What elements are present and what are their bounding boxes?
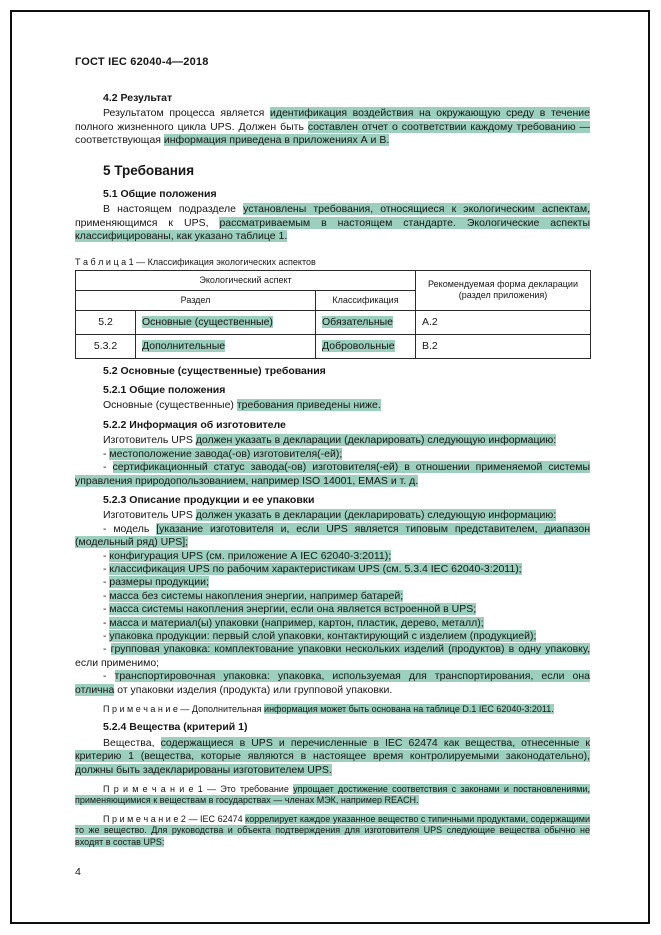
table-header-section: Раздел	[76, 290, 316, 310]
text-segment: Вещества,	[103, 736, 161, 749]
paragraph	[75, 643, 590, 670]
subsection-heading: 4.2 Результат	[103, 92, 173, 104]
highlighted-text: классификация UPS по рабочим характеристикам UPS (см. 5.3.4 IEC 62040-3:2011);	[109, 562, 522, 575]
text-segment: -	[103, 549, 110, 562]
highlighted-text: размеры продукции;	[109, 576, 209, 589]
paragraph	[75, 670, 590, 697]
text-segment: Результатом процесса является	[103, 107, 270, 120]
highlighted-text: идентификация воздействия на окружающую среду в течение	[269, 107, 590, 120]
highlighted-text: Обязательные	[322, 316, 394, 329]
page-number: 4	[75, 866, 81, 878]
highlighted-text: упаковка продукции: первый слой упаковки, контактирующий с изделием (продукцией);	[109, 629, 537, 642]
highlighted-text: рассматриваемым в настоящем стандарте. Экологические аспекты классифицированы, как указано таблице 1.	[75, 216, 590, 243]
note-paragraph	[75, 814, 590, 848]
text-segment: от упаковки изделия (продукта) или групповой упаковки.	[114, 683, 393, 696]
highlighted-text: сертификационный статус завода(-ов) изготовителя(-ей) в отношении применяемой системы управления природопользованием, например ISO 14001, EMAS и т. д.	[75, 461, 591, 487]
paragraph	[75, 509, 590, 522]
text-segment: -	[103, 670, 115, 683]
text-segment: Основные (существенные)	[103, 399, 237, 412]
cell-aspect	[136, 310, 316, 334]
text-segment: соответствующая	[75, 134, 164, 147]
subsection-heading: 5.1 Общие положения	[103, 188, 217, 201]
highlighted-text: Дополнительные	[142, 340, 226, 353]
paragraph	[75, 203, 590, 243]
highlighted-text: требования приведены ниже.	[236, 399, 381, 412]
highlighted-text: информация может быть основана на таблице D.1 IEC 62040-3:2011.	[264, 704, 554, 714]
highlighted-text: Добровольные	[322, 340, 395, 353]
text-segment: -	[103, 616, 110, 629]
paragraph	[75, 576, 590, 589]
highlighted-text: местоположение завода(-ов) изготовителя(-ей);	[109, 447, 343, 460]
text-segment: -	[103, 603, 110, 616]
subsection-heading: 5.2 Основные (существенные) требования	[103, 364, 326, 377]
note-paragraph	[75, 704, 590, 715]
table-header-classification: Классификация	[316, 290, 416, 310]
highlighted-text: составлен отчет о соответствии каждому требованию —	[307, 120, 590, 133]
highlighted-text: коррелирует каждое указанное вещество с типичными продуктами, содержащими то же вещество. Для руководства и объекта подтверждения для изготовителя UPS следующие вещества обычно не входят в состав UPS:	[75, 813, 590, 847]
cell-form: В.2	[416, 334, 591, 358]
highlighted-text: установлены требования, относящиеся к экологическим аспектам,	[243, 203, 590, 216]
subsection-heading: 5.2.4 Вещества (критерий 1)	[103, 721, 248, 734]
cell-section: 5.3.2	[76, 334, 136, 358]
scan-border-frame	[10, 10, 650, 924]
text-segment: Изготовитель UPS	[103, 434, 196, 447]
paragraph	[75, 399, 590, 412]
text-segment: применяющимся к UPS,	[75, 216, 220, 229]
subsection-heading: 5.2.2 Информация об изготовителе	[103, 418, 286, 431]
table-row	[76, 334, 591, 358]
paragraph	[75, 563, 590, 576]
text-segment: -	[103, 629, 110, 642]
highlighted-text: [указание изготовителя и, если UPS является типовым представителем, диапазон (модельный ряд) UPS];	[75, 522, 591, 549]
subsection-heading: 5.2.1 Общие положения	[103, 384, 226, 397]
table-header-form: Рекомендуемая форма декларации (раздел приложения)	[416, 270, 591, 310]
highlighted-text: Основные (существенные)	[142, 316, 273, 329]
highlighted-text: должен указать в декларации (декларировать) следующую информацию:	[195, 434, 557, 447]
document-page	[12, 12, 648, 848]
content-top	[75, 92, 590, 244]
paragraph	[75, 523, 590, 550]
text-segment: - модель	[103, 522, 157, 535]
highlighted-text: масса и материал(ы) упаковки (например, картон, пластик, дерево, металл);	[109, 616, 484, 629]
highlighted-text: содержащиеся в UPS и перечисленные в IEC 62474 как вещества, отнесенные к критерию 1 (вещества, которые являются в настоящее время контролируемыми законодательно), должны быть задекларированы изготовителем UPS.	[75, 736, 590, 776]
aspects-table	[75, 270, 591, 359]
doc-header: ГОСТ IEC 62040-4—2018	[75, 56, 209, 68]
subsection-heading: 5.2.3 Описание продукции и ее упаковки	[103, 493, 315, 506]
highlighted-text: групповая упаковка: комплектование упаковки нескольких изделий (продуктов) в одну упаковку,	[110, 643, 590, 656]
paragraph	[75, 630, 590, 643]
text-segment: -	[103, 562, 110, 575]
cell-aspect	[136, 334, 316, 358]
highlighted-text: конфигурация UPS (см. приложение А IEC 62040-3:2011);	[109, 549, 392, 562]
cell-form: А.2	[416, 310, 591, 334]
paragraph	[75, 107, 590, 147]
paragraph	[75, 550, 590, 563]
cell-section: 5.2	[76, 310, 136, 334]
section-heading: 5 Требования	[103, 162, 195, 178]
highlighted-text: должен указать в декларации (декларировать) следующую информацию:	[195, 509, 557, 522]
text-segment: -	[103, 461, 113, 474]
highlighted-text: масса без системы накопления энергии, например батарей;	[109, 589, 404, 602]
text-segment: -	[103, 447, 110, 460]
text-segment: полного жизненного цикла UPS. Должен быть	[75, 120, 308, 133]
highlighted-text: упрощает достижение соответствия с законами и постановлениями, применяющимися к веществам в государствах — членах МЭК, например REACH.	[75, 784, 590, 806]
text-segment: П р и м е ч а н и е — Дополнительная	[103, 704, 265, 714]
paragraph	[75, 434, 590, 447]
paragraph	[75, 448, 590, 461]
content-bottom	[75, 365, 590, 848]
cell-classification	[316, 334, 416, 358]
note-paragraph	[75, 784, 590, 807]
table-row	[76, 310, 591, 334]
text-segment: П р и м е ч а н и е 1 — Это требование	[103, 784, 294, 795]
text-segment: если применимо;	[75, 656, 160, 669]
text-segment: -	[103, 643, 111, 656]
cell-classification	[316, 310, 416, 334]
paragraph	[75, 617, 590, 630]
text-segment: -	[103, 576, 110, 589]
text-segment: -	[103, 589, 110, 602]
paragraph	[75, 603, 590, 616]
text-segment: Изготовитель UPS	[103, 509, 196, 522]
paragraph	[75, 590, 590, 603]
highlighted-text: транспортировочная упаковка: упаковка, используемая для транспортирования, если она отлична	[75, 670, 590, 696]
table-header-row-1	[76, 270, 591, 290]
text-segment: В настоящем подразделе	[103, 203, 244, 216]
paragraph	[75, 461, 590, 488]
table-header-group: Экологический аспект	[76, 270, 416, 290]
table-caption: Т а б л и ц а 1 — Классификация экологических аспектов	[75, 256, 316, 267]
paragraph	[75, 737, 590, 777]
highlighted-text: масса системы накопления энергии, если она является встроенной в UPS;	[109, 603, 477, 616]
highlighted-text: информация приведена в приложениях А и В.	[163, 134, 390, 147]
text-segment: П р и м е ч а н и е 2 — IEC 62474	[103, 813, 246, 824]
